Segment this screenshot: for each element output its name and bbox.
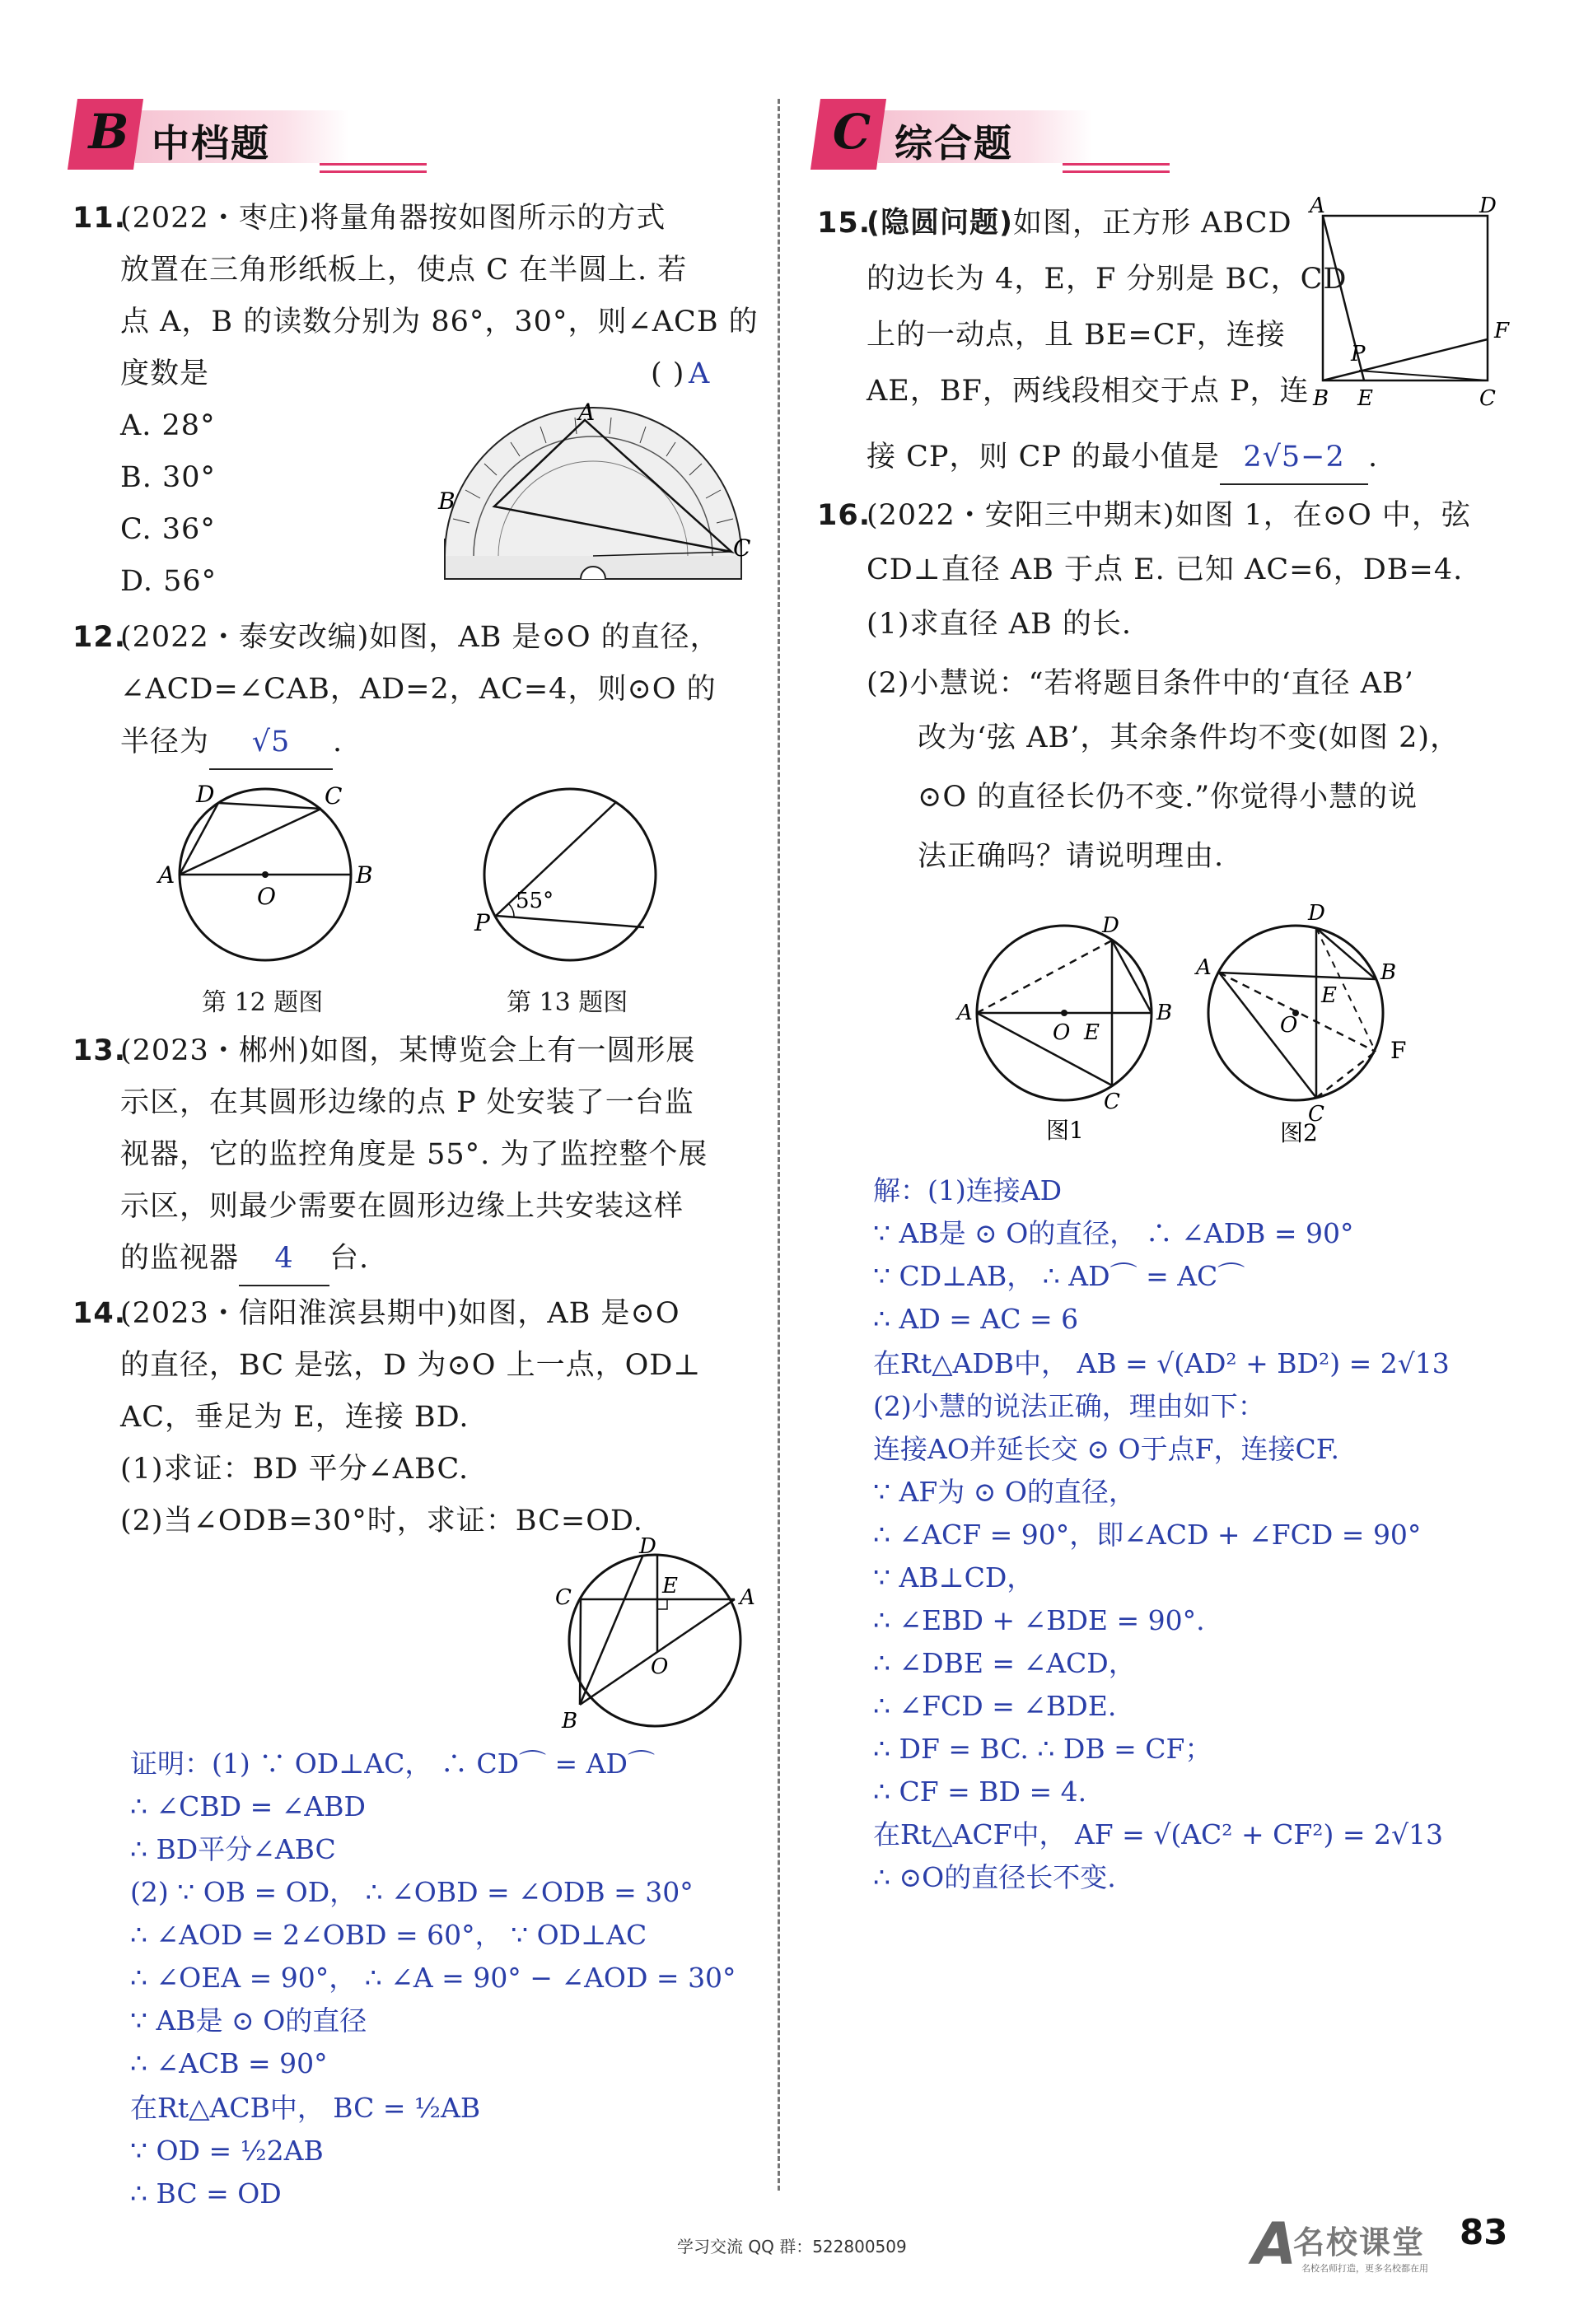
- question-text-line: 示区，则最少需要在圆形边缘上共安装这样: [120, 1190, 684, 1223]
- point-label-o: O: [1280, 1013, 1298, 1038]
- question-text-line: 法正确吗？请说明理由.: [918, 840, 1225, 873]
- solution-line: ∴ ∠CBD = ∠ABD: [130, 1790, 366, 1822]
- brand-logo: [1252, 2207, 1458, 2281]
- point-label-o: O: [1053, 1020, 1071, 1045]
- square-abcd: [1323, 216, 1488, 380]
- question-text-line: 的直径，BC 是弦，D 为⊙O 上一点，OD⊥: [120, 1349, 702, 1382]
- question-text-line: 示区，在其圆形边缘的点 P 处安装了一台监: [120, 1086, 694, 1119]
- figure-12: [156, 774, 387, 972]
- solution-line: (2)小慧的说法正确，理由如下：: [873, 1390, 1265, 1422]
- section-letter: B: [88, 104, 129, 160]
- protractor-figure: [428, 395, 758, 585]
- point-label-b: B: [1380, 960, 1397, 985]
- solution-line: 证明：(1) ∵ OD⊥AC， ∴ CD⌒ = AD⌒: [130, 1748, 655, 1780]
- chord-db: [1112, 940, 1152, 1013]
- page-number: 83: [1460, 2212, 1508, 2252]
- solution-line: 在Rt△ADB中， AB = √(AD² + BD²) = 2√13: [873, 1347, 1450, 1379]
- point-label-b: B: [1313, 386, 1329, 411]
- question-text-line: 放置在三角形纸板上，使点 C 在半圆上. 若: [120, 254, 688, 287]
- option-a: A. 28°: [120, 409, 216, 442]
- figure-16-1: [955, 898, 1178, 1145]
- question-text-line: AC，垂足为 E，连接 BD.: [120, 1401, 469, 1434]
- point-label-b: B: [438, 488, 455, 515]
- question-text-line: 视器，它的监控角度是 55°. 为了监控整个展: [120, 1138, 708, 1171]
- fill-prefix: 接 CP，则 CP 的最小值是: [867, 441, 1221, 474]
- solution-line: ∴ ∠OEA = 90°， ∴ ∠A = 90° − ∠AOD = 30°: [130, 1962, 736, 1994]
- question-text-line: 上的一动点，且 BE=CF，连接: [867, 319, 1286, 352]
- question-tag: (隐圆问题): [867, 207, 1013, 240]
- solution-line: 连接AO并延长交 ⊙ O于点F，连接CF.: [873, 1433, 1339, 1465]
- point-label-d: D: [1479, 194, 1497, 218]
- question-text-line: 改为‘弦 AB’，其余条件均不变(如图 2)，: [918, 721, 1460, 754]
- footer-qq: 学习交流 QQ 群：522800509: [677, 2237, 907, 2256]
- figure-15: [1310, 194, 1557, 412]
- section-letter: C: [832, 104, 871, 160]
- solution-line: ∵ AB⊥CD，: [873, 1561, 1035, 1594]
- answer-parentheses: ( ): [651, 357, 685, 390]
- point-label-f: F: [1494, 319, 1510, 343]
- solution-line: ∴ ∠DBE = ∠ACD，: [873, 1647, 1136, 1679]
- question-text-line: 的边长为 4，E，F 分别是 BC，CD: [867, 263, 1348, 296]
- section-underline: [1063, 163, 1170, 173]
- question-number: 13.: [72, 1034, 127, 1067]
- column-divider: [778, 99, 780, 2191]
- question-number: 11.: [72, 202, 127, 235]
- solution-line: ∵ OD = ½2AB: [130, 2135, 324, 2167]
- question-text-line: (2022・泰安改编)如图，AB 是⊙O 的直径，: [120, 621, 720, 654]
- point-label-a: A: [1310, 194, 1325, 218]
- point-label-a: A: [957, 1001, 973, 1025]
- solution-line: ∴ AD = AC = 6: [873, 1303, 1079, 1335]
- segment-cp: [1359, 371, 1488, 380]
- point-label-a: A: [1196, 955, 1212, 980]
- point-label-c: C: [733, 534, 751, 562]
- ray-1: [496, 802, 616, 916]
- point-label-a: A: [578, 399, 596, 426]
- point-label-e: E: [1084, 1020, 1100, 1045]
- solution-line: ∴ ∠FCD = ∠BDE.: [873, 1690, 1117, 1722]
- fill-suffix: .: [333, 726, 343, 758]
- figure-12-caption: 第 12 题图: [202, 988, 324, 1017]
- question-text: 如图，正方形 ABCD: [1013, 207, 1292, 240]
- chord-ab: [1219, 973, 1376, 979]
- question-text-line: CD⊥直径 AB 于点 E. 已知 AC=6，DB=4.: [867, 553, 1464, 586]
- answer-blank: 2√5−2: [1220, 432, 1368, 485]
- point-label-c: C: [1479, 386, 1496, 411]
- circle-o: [484, 789, 656, 960]
- question-text-line: 点 A，B 的读数分别为 86°，30°，则∠ACB 的: [120, 306, 759, 338]
- solution-line: ∵ AB是 ⊙ O的直径， ∴ ∠ADB = 90°: [873, 1217, 1354, 1249]
- solution-line: ∴ BC = OD: [130, 2177, 282, 2210]
- figure-16-2: [1193, 894, 1432, 1145]
- option-b: B. 30°: [120, 461, 217, 494]
- point-label-p: P: [474, 909, 490, 936]
- question-text-line: (2023・郴州)如图，某博览会上有一圆形展: [120, 1034, 696, 1067]
- point-label-p: P: [1351, 342, 1366, 366]
- solution-line: ∴ ∠ACB = 90°: [130, 2047, 328, 2079]
- question-number: 12.: [72, 621, 127, 654]
- point-label-b: B: [1156, 1001, 1173, 1025]
- question-fill-line: [867, 432, 1378, 485]
- right-angle-mark: [657, 1599, 667, 1609]
- brand-tagline: 名校名师打造，更多名校都在用: [1301, 2263, 1428, 2274]
- question-part-1: (1)求直径 AB 的长.: [867, 608, 1132, 641]
- answer-blank: √5: [209, 716, 333, 770]
- question-text-line: AE，BF，两线段相交于点 P，连: [867, 375, 1310, 408]
- angle-arc: [509, 904, 514, 917]
- point-label-c: C: [555, 1585, 572, 1610]
- fill-prefix: 的监视器: [120, 1242, 240, 1275]
- figure-13: [469, 782, 667, 972]
- option-c: C. 36°: [120, 513, 216, 546]
- point-label-e: E: [1321, 983, 1337, 1008]
- fill-suffix: .: [1368, 441, 1379, 474]
- point-label-o: O: [257, 883, 276, 910]
- option-d: D. 56°: [120, 565, 217, 598]
- question-first-line: [867, 198, 1292, 250]
- question-text-line: ∠ACD=∠CAB，AD=2，AC=4，则⊙O 的: [120, 673, 717, 706]
- point-label-d: D: [1102, 913, 1119, 938]
- question-part-1: (1)求证：BD 平分∠ABC.: [120, 1453, 469, 1486]
- question-text-line: (2022・安阳三中期末)如图 1，在⊙O 中，弦: [867, 499, 1471, 532]
- solution-line: ∴ BD平分∠ABC: [130, 1833, 336, 1865]
- protractor-arc: [445, 408, 741, 556]
- question-text-line: (2023・信阳淮滨县期中)如图，AB 是⊙O: [120, 1297, 680, 1330]
- answer-choice: A: [689, 357, 711, 390]
- question-number: 14.: [72, 1297, 127, 1330]
- point-label-c: C: [325, 782, 343, 810]
- point-label-c: C: [1104, 1090, 1120, 1114]
- solution-line: (2) ∵ OB = OD， ∴ ∠OBD = ∠ODB = 30°: [130, 1876, 694, 1908]
- point-label-a: A: [740, 1585, 755, 1610]
- section-title: 综合题: [895, 121, 1013, 166]
- section-c-header: [815, 99, 1112, 173]
- answer-blank: 4: [239, 1233, 329, 1286]
- solution-line: ∵ AF为 ⊙ O的直径，: [873, 1476, 1136, 1508]
- question-number: 15.: [817, 207, 871, 240]
- solution-line: 在Rt△ACF中， AF = √(AC² + CF²) = 2√13: [873, 1818, 1444, 1850]
- chord-dc: [218, 803, 321, 809]
- point-label-d: D: [639, 1534, 656, 1559]
- section-underline: [320, 163, 427, 173]
- solution-line: 在Rt△ACB中， BC = ½AB: [130, 2092, 481, 2124]
- center-dot: [262, 871, 269, 878]
- point-label-d: D: [196, 781, 215, 808]
- question-text-line: ⊙O 的直径长仍不变.”你觉得小慧的说: [918, 781, 1418, 814]
- question-text-line: (2022・枣庄)将量角器按如图所示的方式: [120, 202, 666, 235]
- point-label-b: B: [562, 1709, 578, 1734]
- chord-db: [1316, 928, 1376, 979]
- solution-line: ∴ ∠AOD = 2∠OBD = 60°， ∵ OD⊥AC: [130, 1919, 647, 1951]
- dashed-ad: [977, 940, 1112, 1013]
- point-label-d: D: [1308, 901, 1325, 926]
- solution-line: ∴ ∠ACF = 90°，即∠ACD + ∠FCD = 90°: [873, 1519, 1422, 1551]
- figure-13-caption: 第 13 题图: [507, 988, 628, 1017]
- chord-ad: [180, 803, 218, 875]
- section-title: 中档题: [152, 121, 270, 166]
- solution-line: ∴ DF = BC. ∴ DB = CF；: [873, 1733, 1212, 1765]
- fill-suffix: 台.: [329, 1242, 370, 1275]
- center-dot: [1061, 1010, 1067, 1016]
- brand-name: 名校课堂: [1293, 2224, 1426, 2261]
- dashed-cf: [1316, 1052, 1376, 1098]
- ray-2: [496, 916, 644, 927]
- point-label-a: A: [158, 861, 175, 889]
- point-label-c: C: [1308, 1102, 1324, 1127]
- question-fill-line: [120, 716, 343, 770]
- figure-14: [544, 1534, 766, 1738]
- chord-ac: [1219, 973, 1316, 1098]
- point-label-o: O: [651, 1654, 669, 1679]
- question-fill-line: [120, 1233, 369, 1286]
- section-b-header: [72, 99, 369, 173]
- solution-line: 解：(1)连接AD: [873, 1174, 1063, 1206]
- point-label-f: F: [1390, 1037, 1407, 1064]
- figure-2-caption: 图2: [1280, 1119, 1318, 1146]
- solution-line: ∴ ⊙O的直径长不变.: [873, 1861, 1116, 1893]
- question-part-2: (2)当∠ODB=30°时，求证：BC=OD.: [120, 1505, 643, 1538]
- circle-o: [569, 1555, 740, 1726]
- solution-line: ∵ CD⊥AB， ∴ AD⌒ = AC⌒: [873, 1260, 1245, 1292]
- solution-line: ∵ AB是 ⊙ O的直径: [130, 2004, 367, 2037]
- solution-line: ∴ ∠EBD + ∠BDE = 90°.: [873, 1604, 1205, 1636]
- point-label-e: E: [662, 1574, 678, 1598]
- figure-1-caption: 图1: [1046, 1117, 1084, 1144]
- solution-line: ∴ CF = BD = 4.: [873, 1776, 1087, 1808]
- point-label-b: B: [356, 861, 373, 889]
- question-part-2: (2)小慧说：“若将题目条件中的‘直径 AB’: [867, 667, 1414, 700]
- question-text-line: 度数是: [120, 357, 210, 390]
- brand-a-mark: A: [1252, 2210, 1297, 2278]
- angle-label: 55°: [516, 889, 554, 913]
- question-number: 16.: [817, 499, 871, 532]
- chord-bc: [580, 1599, 581, 1705]
- point-label-e: E: [1357, 386, 1373, 411]
- fill-prefix: 半径为: [120, 726, 210, 758]
